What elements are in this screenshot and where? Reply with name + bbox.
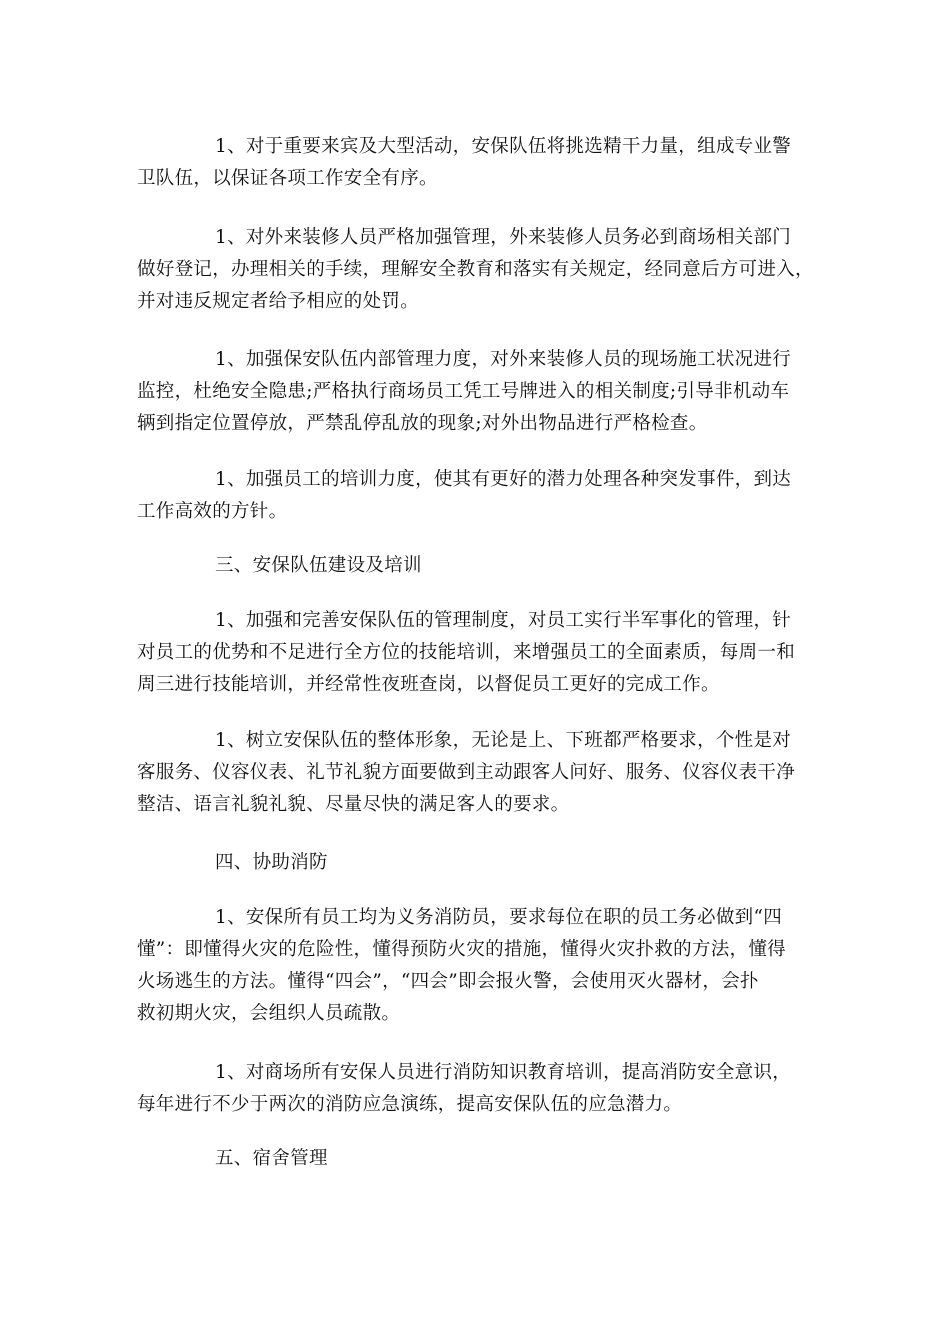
paragraph-vip-security [137,131,817,195]
paragraph-line: 1、安保所有员工均为义务消防员，要求每位在职的员工务必做到“四 [215,907,783,928]
paragraph-line: 1、对于重要来宾及大型活动，安保队伍将挑选精干力量，组成专业警 [215,136,792,157]
section-heading-fire-assist [137,847,817,879]
paragraph-line: 并对违反规定者给予相应的处罚。 [137,291,420,312]
paragraph-staff-training [137,464,817,528]
paragraph-line: 1、对外来装修人员严格加强管理，外来装修人员务必到商场相关部门 [215,227,792,248]
paragraph-line: 对员工的优势和不足进行全方位的技能培训，来增强员工的全面素质，每周一和 [137,642,796,663]
paragraph-management-system [137,605,817,701]
paragraph-line: 1、对商场所有安保人员进行消防知识教育培训，提高消防安全意识， [215,1062,792,1083]
paragraph-line: 1、加强和完善安保队伍的管理制度，对员工实行半军事化的管理，针 [215,610,792,631]
section-heading: 五、宿舍管理 [215,1148,328,1169]
paragraph-line: 1、加强保安队伍内部管理力度，对外来装修人员的现场施工状况进行 [215,349,792,370]
paragraph-line: 整洁、语言礼貌礼貌、尽量尽快的满足客人的要求。 [137,794,570,815]
paragraph-line: 做好登记，办理相关的手续，理解安全教育和落实有关规定，经同意后方可进入， [137,259,814,280]
paragraph-volunteer-firefighters [137,902,817,1030]
paragraph-decorator-management [137,222,817,318]
paragraph-line: 客服务、仪容仪表、礼节礼貌方面要做到主动跟客人问好、服务、仪容仪表干净 [137,762,796,783]
section-heading: 四、协助消防 [215,852,328,873]
paragraph-line: 监控，杜绝安全隐患;严格执行商场员工凭工号牌进入的相关制度;引导非机动车 [137,381,790,402]
paragraph-line: 1、树立安保队伍的整体形象，无论是上、下班都严格要求，个性是对 [215,730,792,751]
section-heading: 三、安保队伍建设及培训 [215,555,422,576]
paragraph-line: 每年进行不少于两次的消防应急演练，提高安保队伍的应急潜力。 [137,1094,683,1115]
section-heading-dorm-management [137,1143,817,1175]
paragraph-team-image [137,725,817,821]
paragraph-line: 救初期火灾，会组织人员疏散。 [137,1003,401,1024]
paragraph-line: 卫队伍，以保证各项工作安全有序。 [137,168,438,189]
paragraph-line: 懂”：即懂得火灾的危险性，懂得预防火灾的措施，懂得火灾扑救的方法，懂得 [137,939,786,960]
paragraph-line: 周三进行技能培训，并经常性夜班查岗，以督促员工更好的完成工作。 [137,674,720,695]
paragraph-line: 火场逃生的方法。懂得“四会”，“四会”即会报火警，会使用灭火器材，会扑 [137,971,759,992]
paragraph-line: 工作高效的方针。 [137,501,288,522]
paragraph-line: 辆到指定位置停放，严禁乱停乱放的现象;对外出物品进行严格检查。 [137,413,708,434]
paragraph-internal-management [137,344,817,440]
paragraph-line: 1、加强员工的培训力度，使其有更好的潜力处理各种突发事件，到达 [215,469,792,490]
section-heading-team-building [137,550,817,582]
paragraph-fire-training [137,1057,817,1121]
